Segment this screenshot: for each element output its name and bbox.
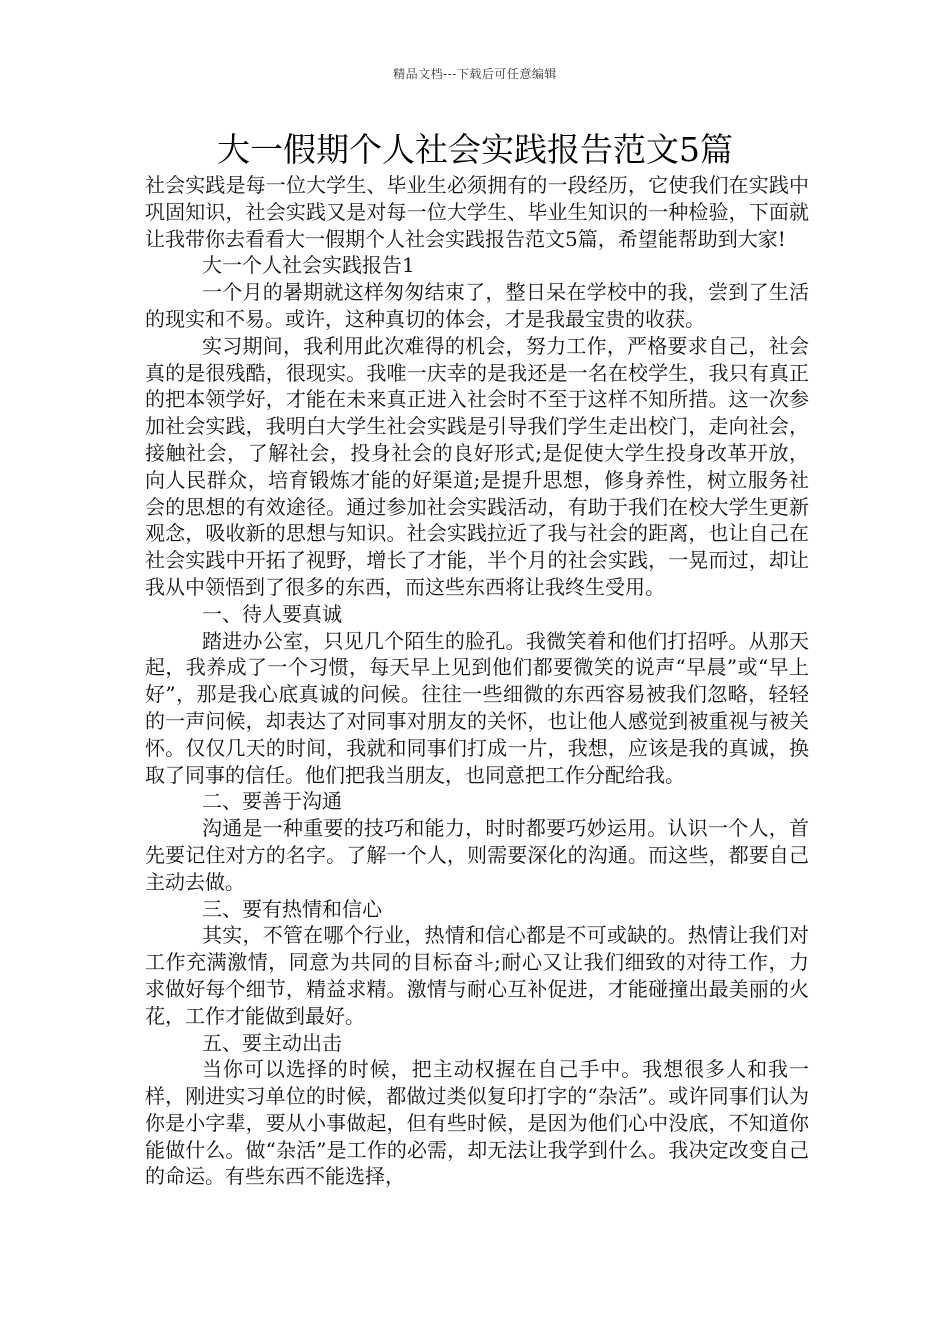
section-heading: 三、要有热情和信心 (202, 896, 382, 921)
body-paragraph: 沟通是一种重要的技巧和能力，时时都要巧妙运用。认识一个人，首先要记住对方的名字。了解一个人，则需要深化的沟通。而这些，都要自己主动去做。 (145, 816, 809, 894)
report-heading: 大一个人社会实践报告1 (202, 253, 415, 278)
body-paragraph: 一个月的暑期就这样匆匆结束了，整日呆在学校中的我，尝到了生活的现实和不易。或许，这种真切的体会，才是我最宝贵的收获。 (145, 280, 809, 331)
body-paragraph: 当你可以选择的时候，把主动权握在自己手中。我想很多人和我一样，刚进实习单位的时候，都做过类似复印打字的“杂活”。或许同事们认为你是小字辈，要从小事做起，但有些时候，是因为他们心中没底，不知道你能做什么。做“杂活”是工作的必需，却无法让我学到什么。我决定改变自己的命运。有些东西不能选择， (145, 1057, 809, 1189)
document-title: 大一假期个人社会实践报告范文5篇 (217, 130, 733, 169)
document-body (145, 172, 809, 1190)
page-header: 精品文档---下载后可任意编辑 (393, 67, 557, 81)
body-paragraph: 实习期间，我利用此次难得的机会，努力工作，严格要求自己，社会真的是很残酷，很现实。我唯一庆幸的是我还是一名在校学生，我只有真正的把本领学好，才能在未来真正进入社会时不至于这样不知所措。这一次参加社会实践，我明白大学生社会实践是引导我们学生走出校门，走向社会，接触社会，了解社会，投身社会的良好形式;是促使大学生投身改革开放，向人民群众，培育锻炼才能的好渠道;是提升思想，修身养性，树立服务社会的思想的有效途径。通过参加社会实践活动，有助于我们在校大学生更新观念，吸收新的思想与知识。社会实践拉近了我与社会的距离，也让自己在社会实践中开拓了视野，增长了才能，半个月的社会实践，一晃而过，却让我从中领悟到了很多的东西，而这些东西将让我终生受用。 (145, 333, 809, 599)
body-paragraph: 其实，不管在哪个行业，热情和信心都是不可或缺的。热情让我们对工作充满激情，同意为共同的目标奋斗;耐心又让我们细致的对待工作，力求做好每个细节，精益求精。激情与耐心互补促进，才能碰撞出最美丽的火花，工作才能做到最好。 (145, 923, 809, 1028)
body-paragraph: 踏进办公室，只见几个陌生的脸孔。我微笑着和他们打招呼。从那天起，我养成了一个习惯，每天早上见到他们都要微笑的说声“早晨”或“早上好”，那是我心底真诚的问候。往往一些细微的东西容易被我们忽略，轻轻的一声问候，却表达了对同事对朋友的关怀，也让他人感觉到被重视与被关怀。仅仅几天的时间，我就和同事们打成一片，我想，应该是我的真诚，换取了同事的信任。他们把我当朋友，也同意把工作分配给我。 (145, 628, 809, 787)
intro-paragraph: 社会实践是每一位大学生、毕业生必须拥有的一段经历，它使我们在实践中巩固知识，社会实践又是对每一位大学生、毕业生知识的一种检验，下面就让我带你去看看大一假期个人社会实践报告范文5篇，希望能帮助到大家! (145, 173, 809, 251)
section-heading: 五、要主动出击 (202, 1030, 342, 1055)
section-heading: 二、要善于沟通 (202, 789, 342, 814)
section-heading: 一、待人要真诚 (202, 601, 342, 626)
